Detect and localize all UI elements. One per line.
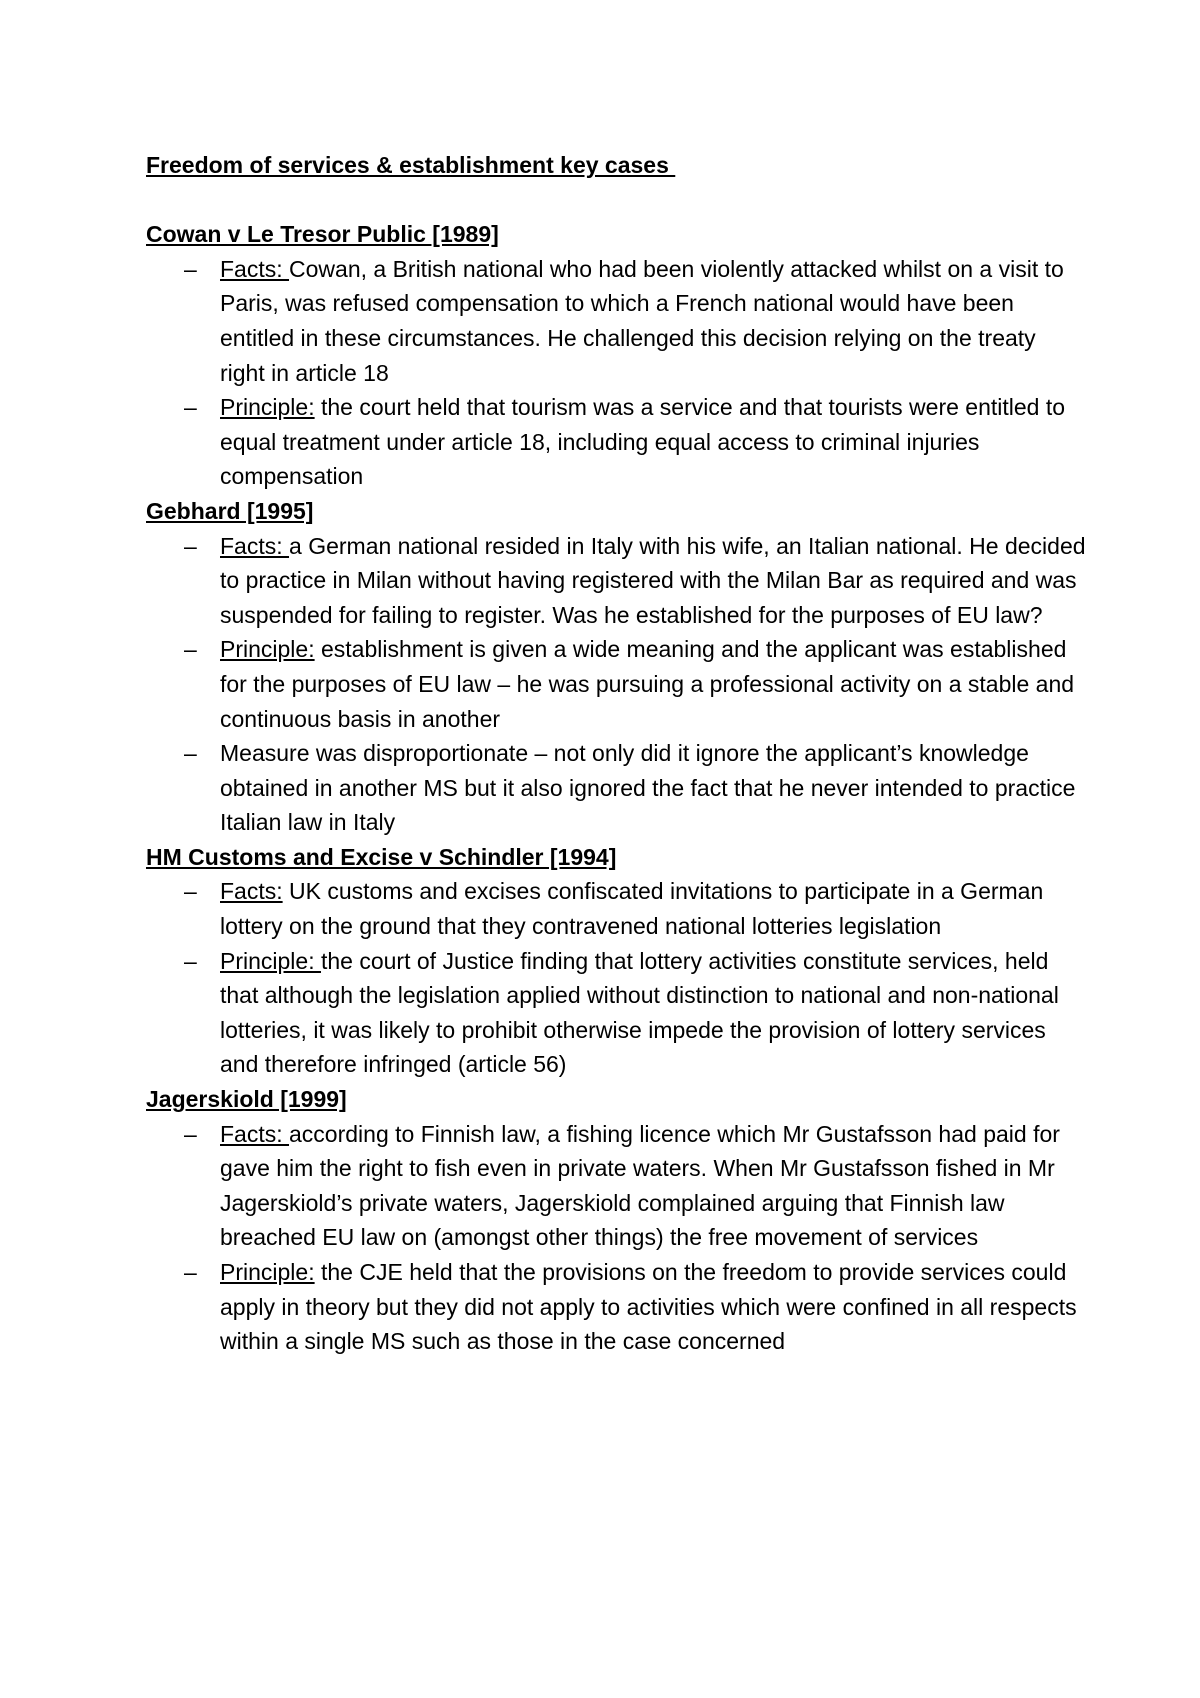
point-label: Principle: bbox=[220, 1259, 315, 1285]
case-point bbox=[146, 736, 1086, 840]
point-text: establishment is given a wide meaning and the applicant was established for the purposes of EU law – he was pursuing a professional activity on a stable and continuous basis in another bbox=[220, 636, 1075, 732]
dash-bullet-icon: – bbox=[184, 878, 197, 905]
dash-bullet-icon: – bbox=[184, 394, 197, 421]
dash-bullet-icon: – bbox=[184, 532, 197, 559]
case-point bbox=[146, 390, 1086, 494]
document-title: Freedom of services & establishment key cases bbox=[146, 152, 676, 178]
point-text: Measure was disproportionate – not only did it ignore the applicant’s knowledge obtained in another MS but it also ignored the fact that he never intended to practice Italian law in Italy bbox=[220, 740, 1076, 836]
case-section bbox=[146, 840, 1086, 1082]
case-section bbox=[146, 494, 1086, 840]
dash-bullet-icon: – bbox=[184, 1259, 197, 1285]
point-label: Principle: bbox=[220, 394, 315, 421]
point-label: Facts: bbox=[220, 1120, 290, 1147]
case-point bbox=[146, 874, 1086, 943]
document-content bbox=[146, 148, 1086, 1359]
point-text: UK customs and excises confiscated invitations to participate in a German lottery on the ground that they contravened national lotteries legislation bbox=[220, 878, 1044, 940]
point-label: Facts: bbox=[220, 532, 290, 559]
point-text: the court held that tourism was a service and that tourists were entitled to equal treatment under article 18, including equal access to criminal injuries compensation bbox=[220, 394, 1066, 490]
case-points-list bbox=[146, 529, 1086, 840]
case-point bbox=[146, 944, 1086, 1082]
case-section bbox=[146, 217, 1086, 494]
blank-line bbox=[146, 183, 1086, 218]
dash-bullet-icon: – bbox=[184, 1120, 197, 1147]
case-point bbox=[146, 529, 1086, 633]
point-text: a German national resided in Italy with his wife, an Italian national. He decided to practice in Milan without having registered with the Milan Bar as required and was suspended for failing to register. Was he established for the purposes of EU law? bbox=[220, 532, 1086, 628]
case-section bbox=[146, 1082, 1086, 1359]
case-point bbox=[146, 1255, 1086, 1359]
point-label: Facts: bbox=[220, 255, 290, 282]
case-point bbox=[146, 1117, 1086, 1255]
point-text: the CJE held that the provisions on the freedom to provide services could apply in theory but they did not apply to activities which were confined in all respects within a single MS such as those in the case concerned bbox=[220, 1259, 1077, 1355]
case-heading: Gebhard [1995] bbox=[146, 497, 314, 524]
dash-bullet-icon: – bbox=[184, 740, 197, 767]
case-points-list bbox=[146, 874, 1086, 1082]
point-text: Cowan, a British national who had been violently attacked whilst on a visit to Paris, was refused compensation to which a French national would have been entitled in these circumstances. He challenged this decision relying on the treaty right in article 18 bbox=[220, 255, 1064, 386]
case-points-list bbox=[146, 252, 1086, 494]
case-points-list bbox=[146, 1117, 1086, 1359]
point-label: Facts: bbox=[220, 878, 283, 905]
case-point bbox=[146, 632, 1086, 736]
case-heading: HM Customs and Excise v Schindler [1994] bbox=[146, 843, 617, 870]
case-heading: Jagerskiold [1999] bbox=[146, 1086, 347, 1113]
case-point bbox=[146, 252, 1086, 390]
dash-bullet-icon: – bbox=[184, 255, 197, 282]
dash-bullet-icon: – bbox=[184, 636, 197, 663]
point-label: Principle: bbox=[220, 947, 321, 974]
case-heading: Cowan v Le Tresor Public [1989] bbox=[146, 221, 499, 248]
point-text: according to Finnish law, a fishing licence which Mr Gustafsson had paid for gave him the right to fish even in private waters. When Mr Gustafsson fished in Mr Jagerskiold’s private waters, Jagerskiold complained arguing that Finnish law breached EU law on (amongst other things) the free movement of services bbox=[220, 1120, 1060, 1251]
point-label: Principle: bbox=[220, 636, 315, 663]
point-text: the court of Justice finding that lottery activities constitute services, held that although the legislation applied without distinction to national and non-national lotteries, it was likely to prohibit otherwise impede the provision of lottery services and therefore infringed (article 56) bbox=[220, 947, 1059, 1078]
dash-bullet-icon: – bbox=[184, 947, 197, 974]
